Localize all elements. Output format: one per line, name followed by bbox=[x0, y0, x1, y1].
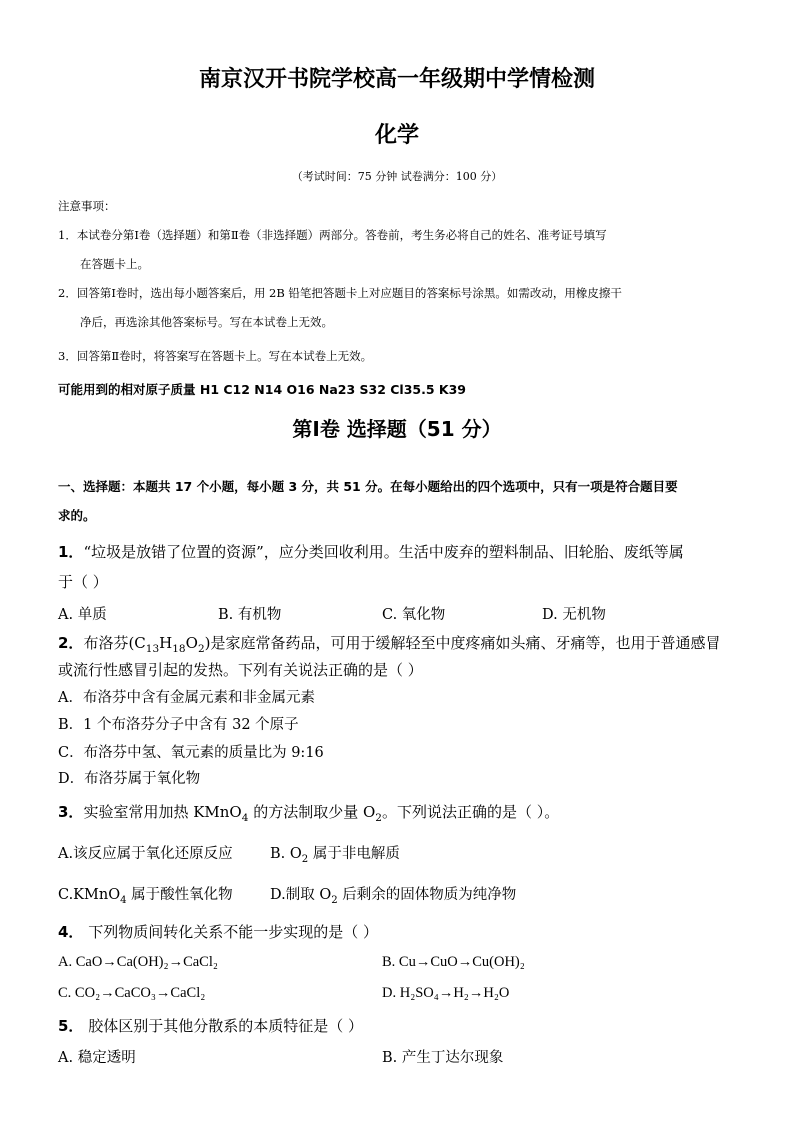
question-5-option-a: A. 稳定透明 bbox=[58, 1050, 136, 1066]
question-2-sub-c: 13 bbox=[145, 643, 160, 655]
question-4-stem bbox=[58, 921, 378, 942]
section-1-title: 第Ⅰ卷 选择题（51 分） bbox=[292, 417, 502, 441]
question-2-option-c: C．布洛芬中氢、氧元素的质量比为 9:16 bbox=[58, 745, 324, 761]
question-5-number: 5． bbox=[58, 1017, 84, 1035]
question-2-name: 布洛芬(C bbox=[83, 634, 146, 652]
question-3-option-d-sub: 2 bbox=[331, 894, 338, 906]
question-5-option-b: B. 产生丁达尔现象 bbox=[382, 1050, 504, 1066]
question-4-option-b: B. Cu→CuO→Cu(OH)₂ bbox=[382, 954, 525, 970]
question-1-option-a: A. 单质 bbox=[58, 607, 107, 623]
question-4-option-c: C. CO₂→CaCO₃→CaCl₂ bbox=[58, 985, 206, 1001]
question-3-stem-a: 实验室常用加热 KMnO bbox=[83, 803, 242, 821]
question-3-sub-a: 4 bbox=[241, 812, 249, 824]
question-3-stem-c: 。下列说法正确的是（ ）。 bbox=[381, 803, 560, 821]
subject-title: 化学 bbox=[374, 123, 419, 148]
question-2-option-b: B．1 个布洛芬分子中含有 32 个原子 bbox=[58, 717, 299, 733]
notes-heading: 注意事项： bbox=[58, 199, 116, 213]
exam-title: 南京汉开书院学校高一年级期中学情检测 bbox=[198, 67, 595, 92]
question-1-option-c: C. 氧化物 bbox=[382, 607, 446, 623]
question-3-option-c-pre: C.KMnO bbox=[58, 887, 121, 903]
question-3-stem-b: 的方法制取少量 O bbox=[248, 803, 376, 821]
question-3-sub-b: 2 bbox=[375, 812, 382, 824]
question-2-sub-o: 2 bbox=[197, 643, 205, 655]
question-2-stem-line-2: 或流行性感冒引起的发热。下列有关说法正确的是（ ） bbox=[58, 661, 423, 679]
note-item-1-line-1: 1．本试卷分第Ⅰ卷（选择题）和第Ⅱ卷（非选择题）两部分。答卷前，考生务必将自己的姓名、准考证号填写 bbox=[58, 228, 607, 242]
note-item-2-line-2: 净后，再选涂其他答案标号。写在本试卷上无效。 bbox=[80, 315, 333, 329]
question-2-sub-h: 18 bbox=[172, 643, 186, 655]
question-5-stem bbox=[58, 1015, 363, 1036]
exam-time-info: （考试时间：75 分钟 试卷满分：100 分） bbox=[291, 170, 503, 183]
question-3-option-b-sub: 2 bbox=[301, 853, 309, 865]
question-2-o: O bbox=[185, 634, 198, 652]
question-3-option-d-post: 后剩余的固体物质为纯净物 bbox=[337, 887, 517, 903]
question-1-stem-line-1 bbox=[58, 541, 684, 562]
question-3-option-c bbox=[58, 883, 233, 906]
question-3-option-c-post: 属于酸性氧化物 bbox=[126, 887, 233, 903]
question-3-option-d bbox=[270, 883, 516, 906]
question-4-number: 4． bbox=[58, 923, 84, 941]
question-3-option-c-sub: 4 bbox=[120, 894, 127, 906]
note-item-1-line-2: 在答题卡上。 bbox=[80, 257, 149, 271]
question-3-option-b-post: 属于非电解质 bbox=[308, 846, 400, 862]
question-3-option-b bbox=[270, 842, 400, 865]
question-2-h: H bbox=[159, 634, 173, 652]
note-item-3: 3．回答第Ⅱ卷时，将答案写在答题卡上。写在本试卷上无效。 bbox=[58, 349, 373, 363]
section-1-lead-line-1: 一、选择题：本题共 17 个小题，每小题 3 分，共 51 分。在每小题给出的四个选项中，只有一项是符合题目要 bbox=[58, 479, 678, 494]
question-1-number: 1． bbox=[58, 543, 84, 561]
question-4-text: 下列物质间转化关系不能一步实现的是（ ） bbox=[83, 923, 378, 941]
question-3-option-a: A.该反应属于氧化还原反应 bbox=[58, 846, 233, 862]
question-4-option-a: A. CaO→Ca(OH)₂→CaCl₂ bbox=[58, 954, 218, 970]
note-item-2-line-1: 2．回答第Ⅰ卷时，选出每小题答案后，用 2B 铅笔把答题卡上对应题目的答案标号涂黑。如需改动，用橡皮擦干 bbox=[58, 286, 622, 300]
question-1-option-d: D. 无机物 bbox=[542, 607, 606, 623]
question-1-text: “垃圾是放错了位置的资源”，应分类回收利用。生活中废弃的塑料制品、旧轮胎、废纸等属 bbox=[83, 543, 684, 561]
question-2-stem-line-1 bbox=[58, 632, 720, 655]
question-1-stem-line-2: 于（ ） bbox=[58, 573, 108, 591]
question-2-number: 2． bbox=[58, 634, 84, 652]
section-1-lead-line-2: 求的。 bbox=[58, 508, 96, 523]
question-2-option-a: A．布洛芬中含有金属元素和非金属元素 bbox=[58, 690, 315, 706]
question-3-stem bbox=[58, 801, 559, 824]
question-3-number: 3． bbox=[58, 803, 84, 821]
question-3-option-b-pre: B. O bbox=[270, 846, 302, 862]
question-2-stem-rest: )是家庭常备药品，可用于缓解轻至中度疼痛如头痛、牙痛等，也用于普通感冒 bbox=[204, 634, 721, 652]
atomic-masses: 可能用到的相对原子质量 H1 C12 N14 O16 Na23 S32 Cl35.5 K39 bbox=[58, 382, 466, 397]
question-3-option-d-pre: D.制取 O bbox=[270, 887, 332, 903]
question-4-option-d: D. H₂SO₄→H₂→H₂O bbox=[382, 985, 510, 1001]
question-5-text: 胶体区别于其他分散系的本质特征是（ ） bbox=[83, 1017, 363, 1035]
question-2-option-d: D．布洛芬属于氧化物 bbox=[58, 771, 201, 787]
question-1-option-b: B. 有机物 bbox=[218, 607, 282, 623]
